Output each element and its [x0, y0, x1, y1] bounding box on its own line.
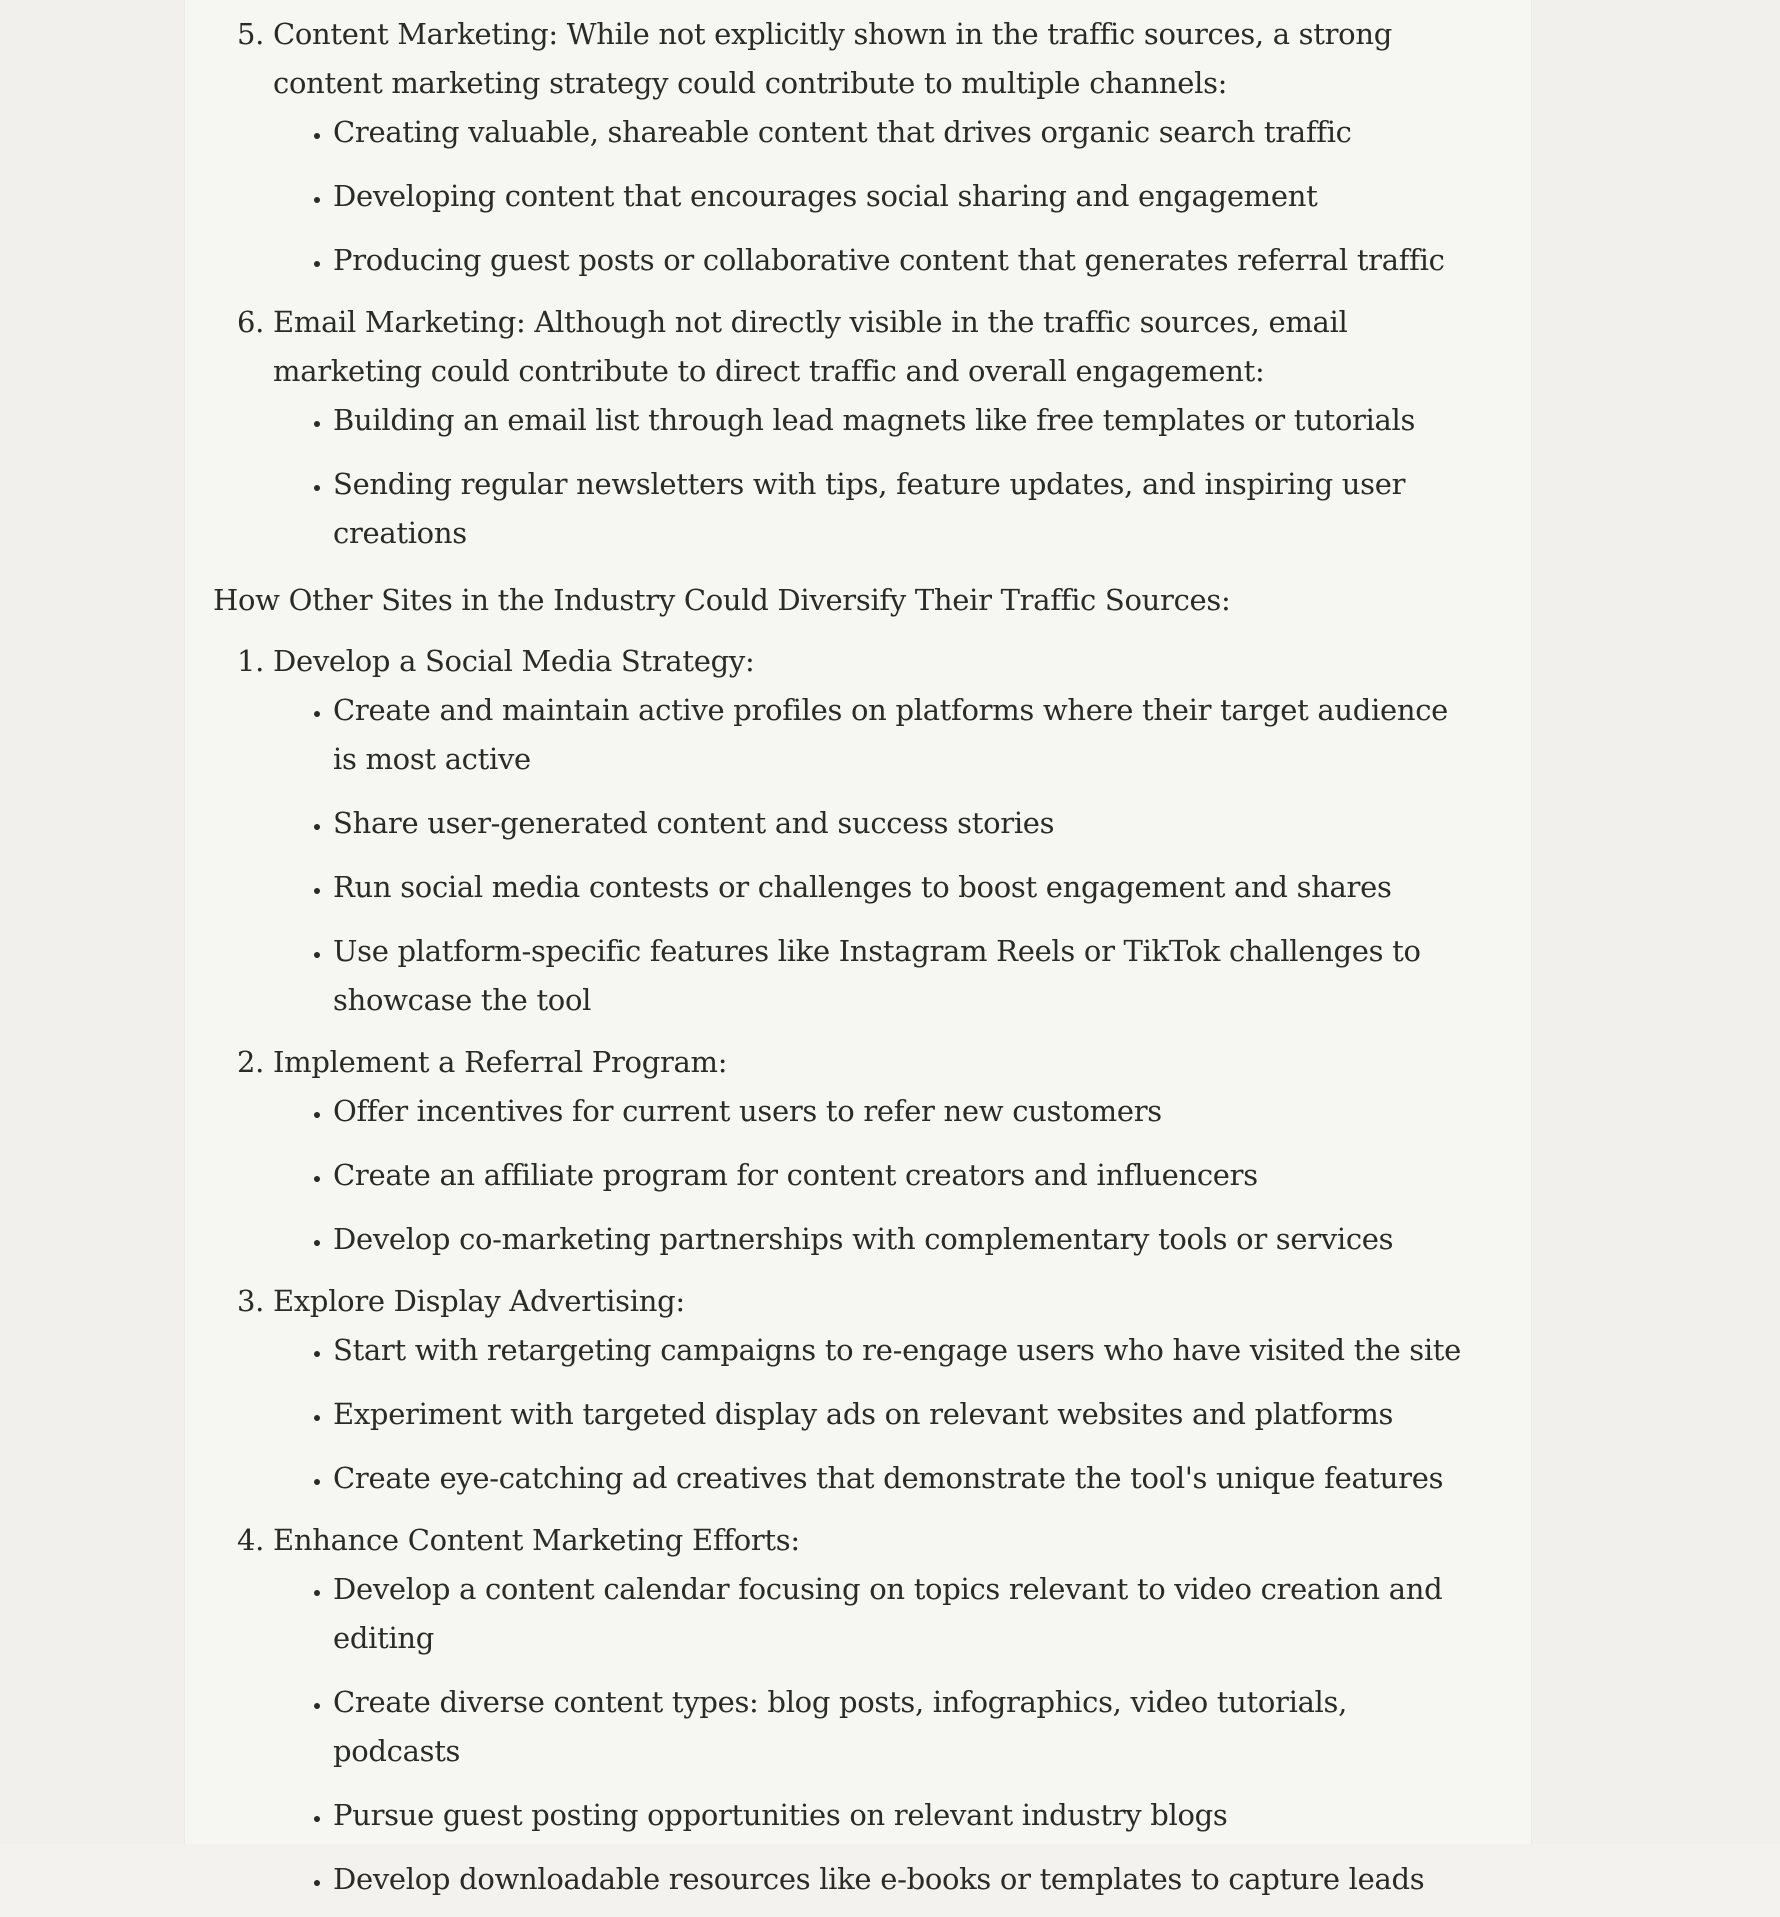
bullet-item: • Create and maintain active profiles on platforms where their target audience is most active: [333, 686, 1473, 784]
bullet-list: [273, 686, 1473, 1025]
bullet-item: • Developing content that encourages social sharing and engagement: [333, 172, 1473, 221]
list-item-text: Content Marketing: While not explicitly shown in the traffic sources, a strong content marketing strategy could contribute to multiple channels:: [273, 17, 1392, 100]
diversify-strategy-list: [213, 637, 1473, 1904]
list-item-email-marketing: [273, 298, 1473, 558]
bullet-item: • Create an affiliate program for content creators and influencers: [333, 1151, 1473, 1200]
bullet-item: • Create eye-catching ad creatives that demonstrate the tool's unique features: [333, 1454, 1473, 1503]
list-item-content-marketing-efforts: [273, 1516, 1473, 1904]
list-item-text: Develop a Social Media Strategy:: [273, 644, 755, 678]
bullet-item: • Experiment with targeted display ads on relevant websites and platforms: [333, 1390, 1473, 1439]
bullet-item: • Use platform-specific features like Instagram Reels or TikTok challenges to showcase the tool: [333, 927, 1473, 1025]
bullet-item: • Develop a content calendar focusing on topics relevant to video creation and editing: [333, 1565, 1473, 1663]
list-item-social-media: [273, 637, 1473, 1025]
list-item-text: Email Marketing: Although not directly visible in the traffic sources, email marketing could contribute to direct traffic and overall engagement:: [273, 305, 1348, 388]
page-margin-right: [1532, 0, 1780, 1844]
bullet-item: • Run social media contests or challenges to boost engagement and shares: [333, 863, 1473, 912]
bullet-item: • Creating valuable, shareable content that drives organic search traffic: [333, 108, 1473, 157]
list-item-content-marketing: [273, 10, 1473, 285]
list-item-text: Explore Display Advertising:: [273, 1284, 685, 1318]
bullet-item: • Start with retargeting campaigns to re-engage users who have visited the site: [333, 1326, 1473, 1375]
section-heading: How Other Sites in the Industry Could Diversify Their Traffic Sources:: [213, 583, 1231, 617]
bullet-item: • Sending regular newsletters with tips, feature updates, and inspiring user creations: [333, 460, 1473, 558]
bullet-list: [273, 1565, 1473, 1904]
page-margin-left: [0, 0, 184, 1844]
bullet-list: [273, 396, 1473, 558]
list-item-text: Implement a Referral Program:: [273, 1045, 728, 1079]
traffic-strategy-list-continued: [213, 10, 1473, 558]
list-item-display-advertising: [273, 1277, 1473, 1503]
assistant-message-content: [213, 10, 1473, 1917]
bullet-list: [273, 1087, 1473, 1264]
bullet-list: [273, 1326, 1473, 1503]
list-item-referral-program: [273, 1038, 1473, 1264]
bullet-item: • Building an email list through lead magnets like free templates or tutorials: [333, 396, 1473, 445]
list-item-text: Enhance Content Marketing Efforts:: [273, 1523, 800, 1557]
bullet-list: [273, 108, 1473, 285]
bullet-item: • Develop co-marketing partnerships with complementary tools or services: [333, 1215, 1473, 1264]
bullet-item: • Producing guest posts or collaborative content that generates referral traffic: [333, 236, 1473, 285]
bullet-item: • Offer incentives for current users to refer new customers: [333, 1087, 1473, 1136]
chat-message-column: [184, 0, 1532, 1896]
bullet-item: • Pursue guest posting opportunities on relevant industry blogs: [333, 1791, 1473, 1840]
bullet-item: • Develop downloadable resources like e-books or templates to capture leads: [333, 1855, 1473, 1904]
bullet-item: • Create diverse content types: blog posts, infographics, video tutorials, podcasts: [333, 1678, 1473, 1776]
bullet-item: • Share user-generated content and success stories: [333, 799, 1473, 848]
